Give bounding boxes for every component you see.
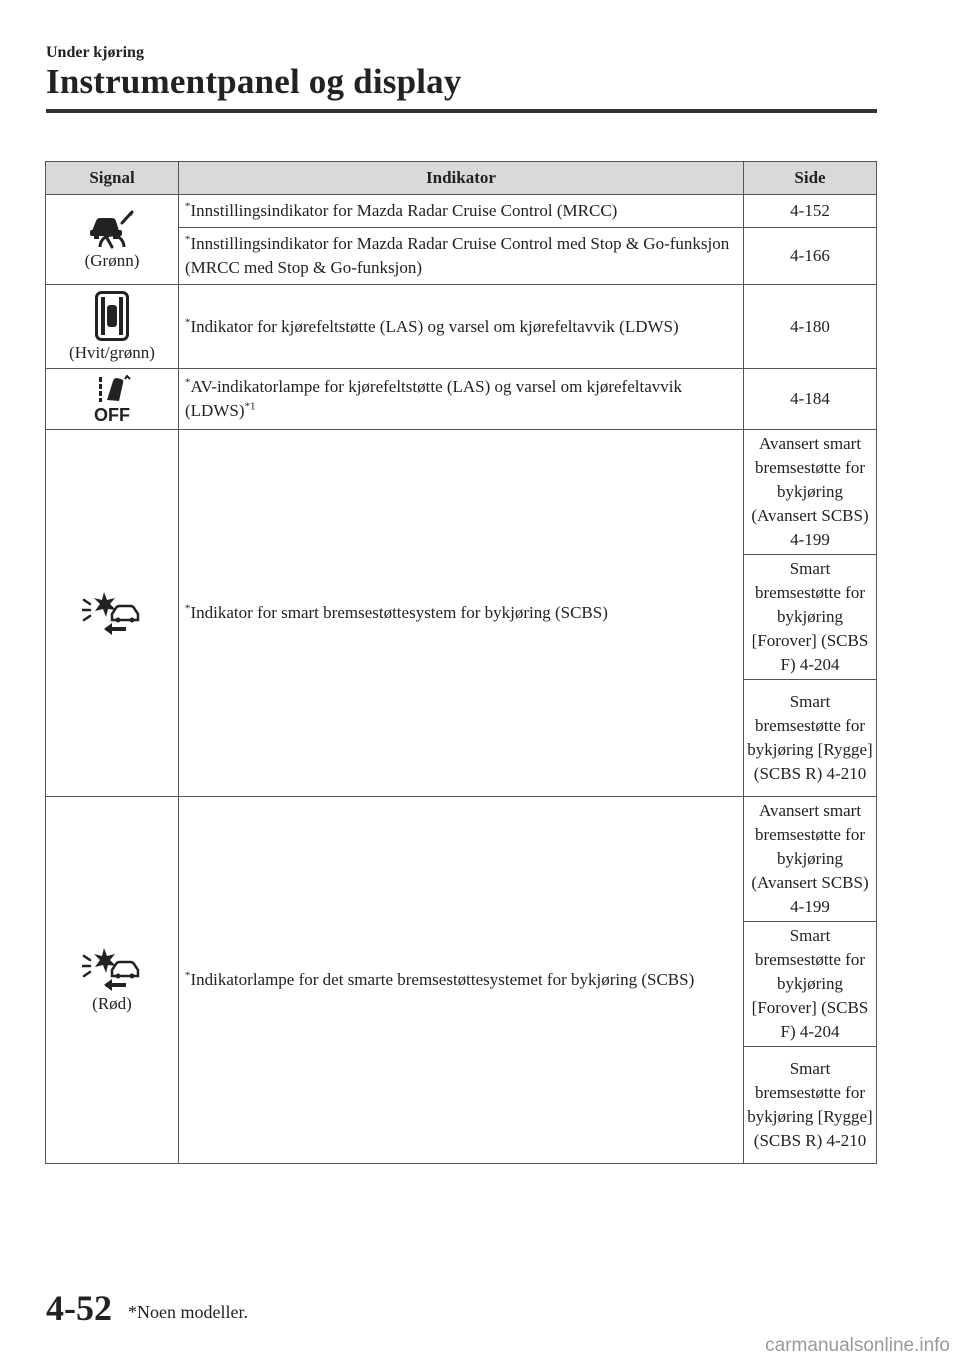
signal-label: (Grønn) [84,250,140,270]
side-cell: 4-152 [744,195,877,228]
page-number: 4-52 [46,1288,112,1328]
table-row [46,195,877,228]
table-row [46,285,877,369]
title-divider [46,109,877,113]
col-header-side: Side [744,162,877,195]
section-label: Under kjøring [46,44,144,61]
signal-cell [46,285,179,369]
col-header-signal: Signal [46,162,179,195]
table-row [46,369,877,430]
side-cell: Avansert smart bremsestøtte for bykjøring (Avansert SCBS) 4-199 [744,797,877,922]
signal-cell [46,797,179,1164]
watermark: carmanualsonline.info [765,1335,950,1356]
radar-cruise-control-icon [86,209,138,249]
footnote: *Noen modeller. [128,1302,248,1322]
signal-label: (Hvit/grønn) [69,342,155,362]
indicator-cell: *Indikatorlampe for det smarte bremsestøttesystemet for bykjøring (SCBS) [179,797,744,1164]
smart-brake-support-warning-icon [82,946,142,992]
signal-cell [46,369,179,430]
table-row [46,430,877,555]
indicator-cell: *Innstillingsindikator for Mazda Radar Cruise Control (MRCC) [179,195,744,228]
signal-cell [46,430,179,797]
lane-assist-off-icon [89,375,135,423]
col-header-indicator: Indikator [179,162,744,195]
signal-label: (Rød) [92,994,132,1013]
icon-off-text: OFF [94,405,130,423]
signal-cell [46,195,179,285]
side-cell: 4-184 [744,369,877,430]
side-cell: Smart bremsestøtte for bykjøring [Forover] (SCBS F) 4-204 [744,555,877,680]
side-cell: Smart bremsestøtte for bykjøring [Rygge] (SCBS R) 4-210 [744,1047,877,1164]
side-cell: 4-180 [744,285,877,369]
side-cell: 4-166 [744,228,877,285]
lane-assist-icon [95,291,129,341]
side-cell: Smart bremsestøtte for bykjøring [Rygge] (SCBS R) 4-210 [744,680,877,797]
table-header-row [46,162,877,195]
page-title: Instrumentpanel og display [46,62,462,101]
side-cell: Smart bremsestøtte for bykjøring [Forover] (SCBS F) 4-204 [744,922,877,1047]
side-cell: Avansert smart bremsestøtte for bykjøring (Avansert SCBS) 4-199 [744,430,877,555]
smart-brake-support-icon [82,590,142,636]
signal-table [45,161,877,1164]
indicator-cell: *Indikator for smart bremsestøttesystem for bykjøring (SCBS) [179,430,744,797]
indicator-cell: *Indikator for kjørefeltstøtte (LAS) og varsel om kjørefeltavvik (LDWS) [179,285,744,369]
indicator-cell: *Innstillingsindikator for Mazda Radar Cruise Control med Stop & Go-funksjon (MRCC med Stop & Go-funksjon) [179,228,744,285]
indicator-cell: *AV-indikatorlampe for kjørefeltstøtte (LAS) og varsel om kjørefeltavvik (LDWS)$^{*1}$ [179,369,744,430]
table-row [46,797,877,922]
